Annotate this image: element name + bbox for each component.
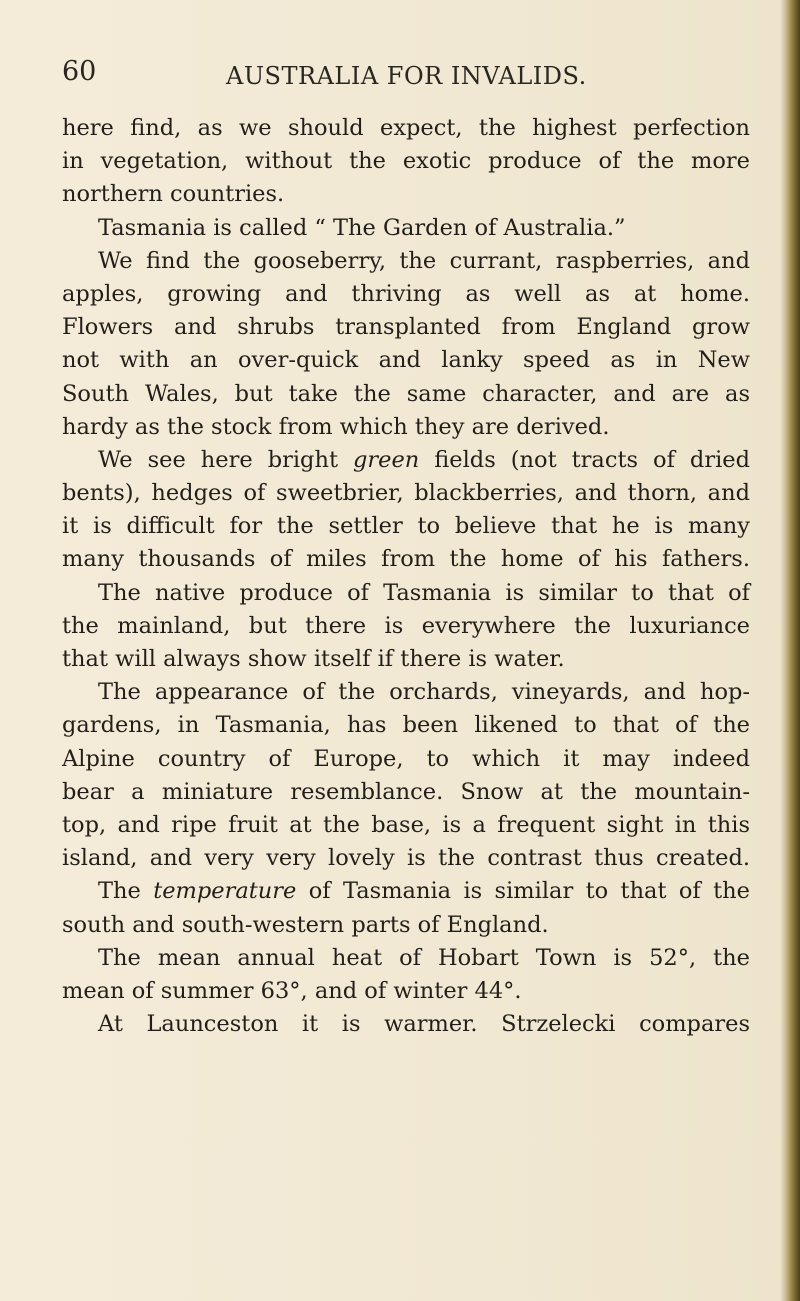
book-spine-edge: [786, 0, 800, 1301]
text-line: We find the gooseberry, the currant, raspberries, and: [98, 247, 750, 274]
text-line: The native produce of Tasmania is similar to that of: [98, 579, 750, 606]
text-line: not with an over-quick and lanky speed as in New: [62, 347, 750, 374]
italic-word: green: [353, 446, 420, 473]
text-line: South Wales, but take the same character, and are as: [62, 380, 750, 407]
text-line: many thousands of miles from the home of his fathers.: [62, 546, 750, 573]
page-number: 60: [62, 56, 97, 87]
text-line: bear a miniature resemblance. Snow at the mountain-: [62, 778, 750, 805]
text-line: island, and very very lovely is the contrast thus created.: [62, 845, 750, 872]
text-line: The appearance of the orchards, vineyards, and hop-: [98, 679, 750, 706]
text-line: Tasmania is called “ The Garden of Australia.”: [98, 214, 626, 241]
text-line: mean of summer 63°, and of winter 44°.: [62, 977, 522, 1004]
page-header: [0, 52, 800, 92]
text-line: The temperature of Tasmania is similar to that of the: [98, 878, 750, 905]
text-line: bents), hedges of sweetbrier, blackberries, and thorn, and: [62, 480, 750, 507]
text-line: The mean annual heat of Hobart Town is 52°, the: [98, 944, 750, 971]
italic-word: temperature: [153, 878, 297, 905]
text-line: south and south-western parts of England.: [62, 911, 549, 938]
text-line: Alpine country of Europe, to which it may indeed: [62, 745, 750, 772]
text-line: that will always show itself if there is water.: [62, 646, 565, 672]
text-line: here find, as we should expect, the highest perfection: [62, 115, 750, 141]
text-line: top, and ripe fruit at the base, is a frequent sight in this: [62, 811, 750, 838]
text-line: We see here bright green fields (not tracts of dried: [98, 446, 751, 473]
text-line: in vegetation, without the exotic produce of the more: [62, 148, 750, 175]
text-line: hardy as the stock from which they are derived.: [62, 413, 610, 440]
text-line: apples, growing and thriving as well as at home.: [62, 280, 750, 307]
running-title: AUSTRALIA FOR INVALIDS.: [226, 62, 587, 90]
text-line: Flowers and shrubs transplanted from England grow: [62, 314, 750, 341]
text-line: it is difficult for the settler to believe that he is many: [62, 513, 750, 540]
body-text: [62, 112, 750, 1041]
text-line: northern countries.: [62, 181, 285, 208]
text-line: gardens, in Tasmania, has been likened to that of the: [62, 712, 750, 739]
text-line: At Launceston it is warmer. Strzelecki compares: [98, 1011, 750, 1038]
text-line: the mainland, but there is everywhere the luxuriance: [62, 612, 750, 639]
